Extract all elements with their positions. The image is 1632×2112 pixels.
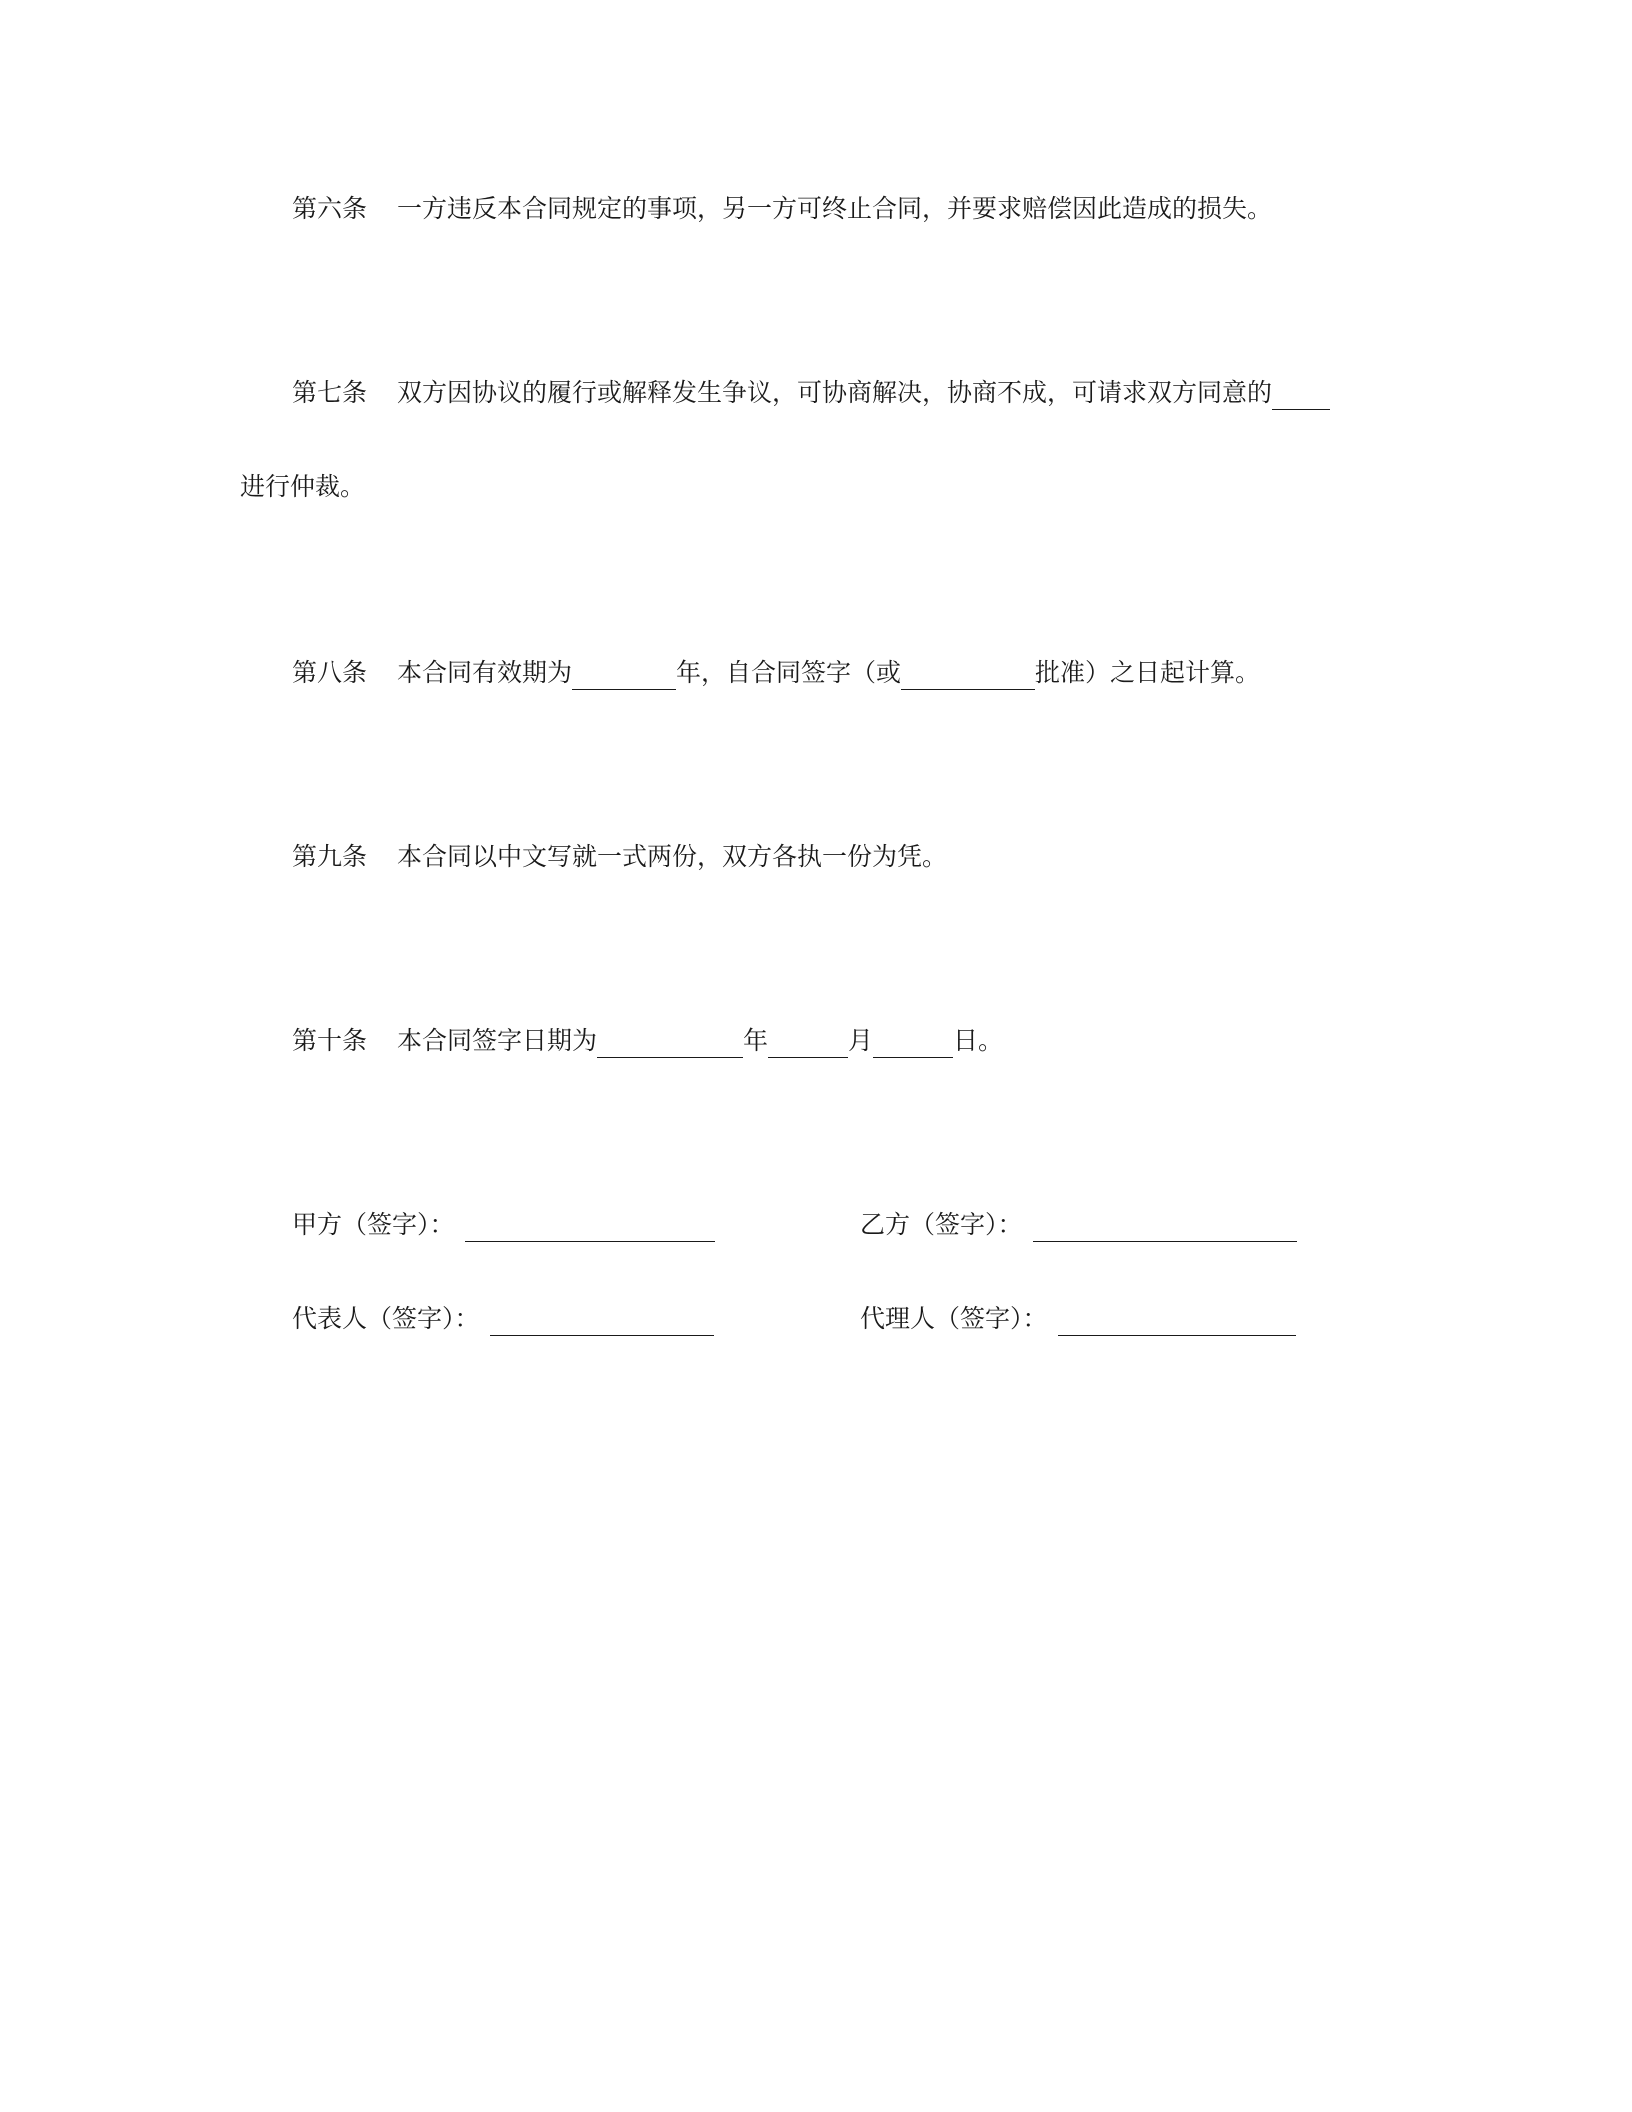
article-10-month: 月 xyxy=(848,1026,874,1055)
validity-years-blank[interactable] xyxy=(572,659,676,690)
representative-signature-line[interactable] xyxy=(490,1305,714,1336)
arbitration-body-blank[interactable] xyxy=(1272,379,1330,410)
article-9 xyxy=(292,840,947,874)
article-6-text: 一方违反本合同规定的事项，另一方可终止合同，并要求赔偿因此造成的损失。 xyxy=(397,194,1273,223)
article-8-part3: 批准）之日起计算。 xyxy=(1035,658,1261,687)
sign-month-blank[interactable] xyxy=(768,1027,848,1058)
article-6-number: 第六条 xyxy=(292,194,368,223)
party-a-signature-line[interactable] xyxy=(465,1211,715,1242)
article-7 xyxy=(292,376,1330,410)
article-6 xyxy=(292,192,1272,226)
article-7-continuation-text: 进行仲裁。 xyxy=(240,472,366,501)
article-8-part1: 本合同有效期为 xyxy=(397,658,573,687)
sign-day-blank[interactable] xyxy=(873,1027,953,1058)
article-7-number: 第七条 xyxy=(292,378,368,407)
representative-signature xyxy=(292,1302,714,1336)
sign-year-blank[interactable] xyxy=(597,1027,743,1058)
party-a-label: 甲方（签字）： xyxy=(292,1210,455,1239)
article-8 xyxy=(292,656,1260,690)
article-8-part2: 年，自合同签字（或 xyxy=(676,658,902,687)
representative-label: 代表人（签字）： xyxy=(292,1304,480,1333)
article-8-number: 第八条 xyxy=(292,658,368,687)
agent-label: 代理人（签字）： xyxy=(860,1304,1048,1333)
party-b-label: 乙方（签字）： xyxy=(860,1210,1023,1239)
article-10-year: 年 xyxy=(743,1026,769,1055)
party-b-signature xyxy=(860,1208,1297,1242)
article-9-text: 本合同以中文写就一式两份，双方各执一份为凭。 xyxy=(397,842,948,871)
article-10-part1: 本合同签字日期为 xyxy=(397,1026,598,1055)
party-a-signature xyxy=(292,1208,715,1242)
article-9-number: 第九条 xyxy=(292,842,368,871)
agent-signature xyxy=(860,1302,1296,1336)
article-10-number: 第十条 xyxy=(292,1026,368,1055)
article-10-day: 日。 xyxy=(953,1026,1004,1055)
article-7-continuation xyxy=(240,470,365,504)
agent-signature-line[interactable] xyxy=(1058,1305,1296,1336)
article-10 xyxy=(292,1024,1003,1058)
approval-authority-blank[interactable] xyxy=(901,659,1035,690)
party-b-signature-line[interactable] xyxy=(1033,1211,1297,1242)
article-7-text: 双方因协议的履行或解释发生争议，可协商解决，协商不成，可请求双方同意的 xyxy=(397,378,1273,407)
